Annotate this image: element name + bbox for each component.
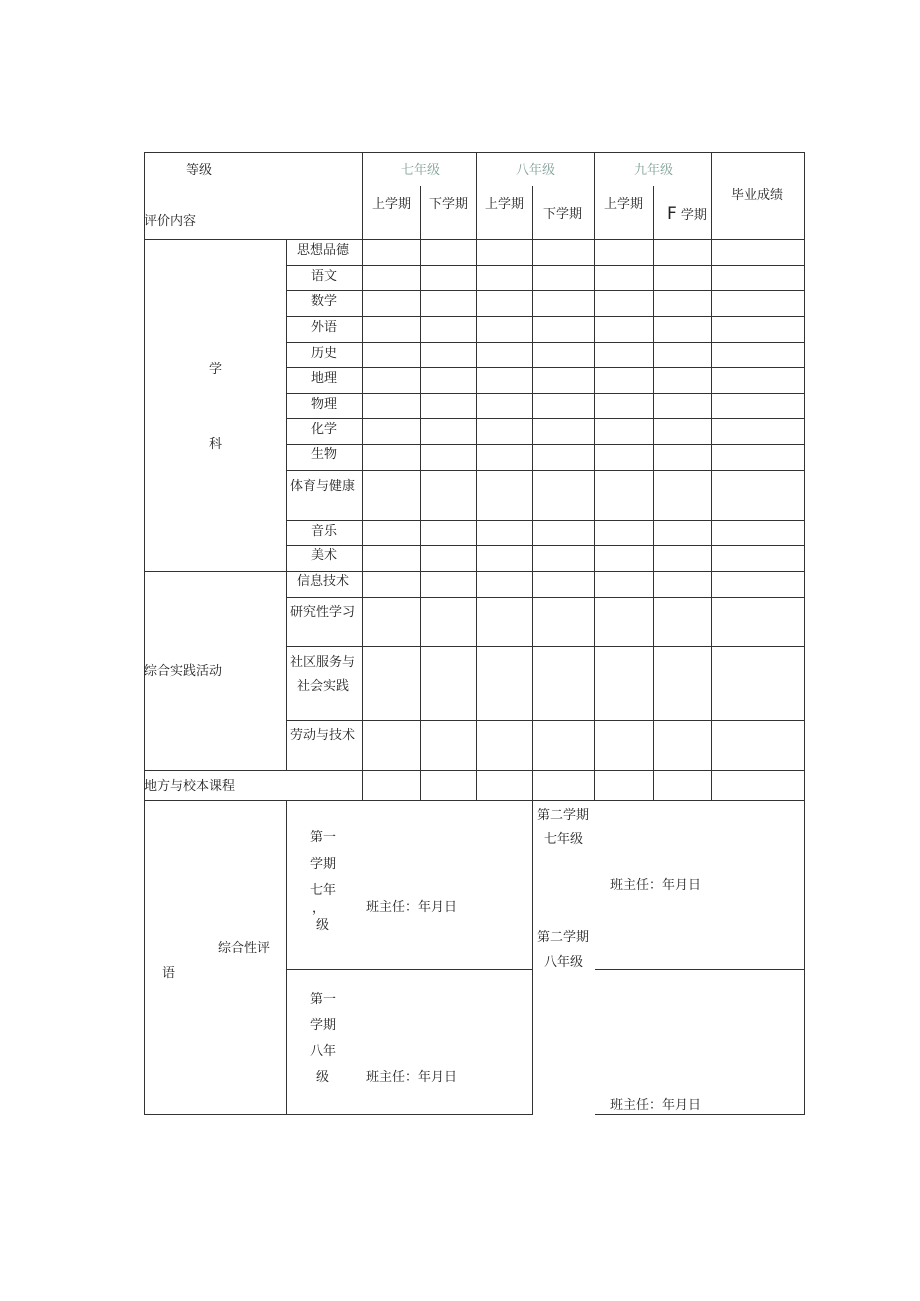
grid-line [286, 316, 805, 317]
practice-label: 信息技术 [297, 574, 350, 589]
grid-line [532, 186, 533, 801]
teacher-sign: 班主任：年月日 [366, 1070, 458, 1085]
subject-label: 历史 [311, 346, 338, 361]
comment-g7t2-label: 第二学期 [537, 808, 590, 823]
term-header: 上学期 [372, 197, 412, 212]
subject-label: 生物 [311, 447, 338, 462]
grid-line [286, 520, 805, 521]
term-header: 上学期 [485, 197, 525, 212]
term-header-f [667, 204, 707, 224]
grid-line [286, 720, 805, 721]
grid-line [653, 186, 654, 801]
teacher-sign: 班主任：年月日 [610, 1098, 702, 1113]
grid-line [286, 265, 805, 266]
term-header: 下学期 [429, 197, 469, 212]
grade-7-header: 七年级 [401, 163, 441, 178]
comment-g7t2-label: 七年级 [544, 832, 584, 847]
grid-line [420, 186, 421, 801]
subject-label: 外语 [311, 320, 338, 335]
comment-g8t1-label: 八年 [310, 1044, 337, 1059]
grid-line [144, 770, 805, 771]
grid-line [286, 367, 805, 368]
grid-line [476, 152, 477, 801]
grid-line [595, 969, 805, 970]
grid-line [362, 152, 363, 801]
grid-line [286, 393, 805, 394]
teacher-sign: 班主任：年月日 [610, 878, 702, 893]
practice-label: 劳动与技术 [290, 728, 356, 743]
grid-line [286, 545, 805, 546]
comment-g8t1-label: 级 [316, 1070, 330, 1085]
grid-line [144, 239, 805, 240]
grid-line [286, 646, 805, 647]
grid-line [711, 152, 712, 801]
grid-line [144, 152, 805, 153]
grid-line [144, 800, 805, 801]
term-header: 上学期 [604, 197, 644, 212]
comment-g8t2-label: 第二学期 [537, 930, 590, 945]
subject-label: 体育与健康 [290, 479, 356, 494]
subject-label: 地理 [311, 371, 338, 386]
grid-line [144, 152, 145, 1115]
grid-line [286, 444, 805, 445]
practice-label: 社会实践 [297, 679, 350, 694]
grid-line [286, 239, 287, 770]
grid-line [144, 1114, 533, 1115]
content-label: 评价内容 [144, 214, 197, 229]
subject-label: 美术 [311, 548, 338, 563]
grid-line [286, 342, 805, 343]
grid-line [144, 571, 805, 572]
grade-label: 等级 [186, 163, 213, 178]
subject-group-char: 科 [209, 437, 223, 452]
practice-group-label: 综合实践活动 [144, 664, 223, 679]
comment-g8t1-label: 第一 [310, 992, 337, 1007]
subject-label: 音乐 [311, 524, 338, 539]
comment-g7t1-label: ， [312, 901, 326, 916]
comment-g8t1-label: 学期 [310, 1018, 337, 1033]
subject-label: 数学 [311, 294, 338, 309]
grid-line [594, 152, 595, 801]
local-course-label: 地方与校本课程 [144, 779, 236, 794]
grid-line [286, 290, 805, 291]
grid-line [286, 470, 805, 471]
term-header: 下学期 [543, 207, 583, 222]
term-f-letter: F [667, 204, 677, 224]
comment-g7t1-label: 级 [316, 918, 330, 933]
comment-g8t2-label: 八年级 [544, 955, 584, 970]
graduation-header: 毕业成绩 [731, 188, 784, 203]
grid-line [804, 152, 805, 1115]
comment-g7t1-label: 第一 [310, 830, 337, 845]
comment-g7t1-label: 学期 [310, 857, 337, 872]
practice-label: 研究性学习 [290, 605, 356, 620]
comments-group-label: 语 [162, 966, 176, 981]
subject-group-char: 学 [209, 362, 223, 377]
subject-label: 化学 [311, 422, 338, 437]
practice-label: 社区服务与 [290, 655, 356, 670]
subject-label: 思想品德 [297, 243, 350, 258]
term-f-rest: 学期 [680, 208, 707, 223]
subject-label: 物理 [311, 397, 338, 412]
grid-line [532, 800, 533, 1115]
grid-line [286, 800, 287, 1115]
comments-group-label: 综合性评 [218, 941, 271, 956]
grid-line [286, 418, 805, 419]
grid-line [286, 597, 805, 598]
grid-line [595, 1114, 805, 1115]
grade-9-header: 九年级 [634, 163, 674, 178]
teacher-sign: 班主任：年月日 [366, 900, 458, 915]
subject-label: 语文 [311, 269, 338, 284]
grid-line [286, 969, 532, 970]
grade-8-header: 八年级 [516, 163, 556, 178]
comment-g7t1-label: 七年 [310, 883, 337, 898]
